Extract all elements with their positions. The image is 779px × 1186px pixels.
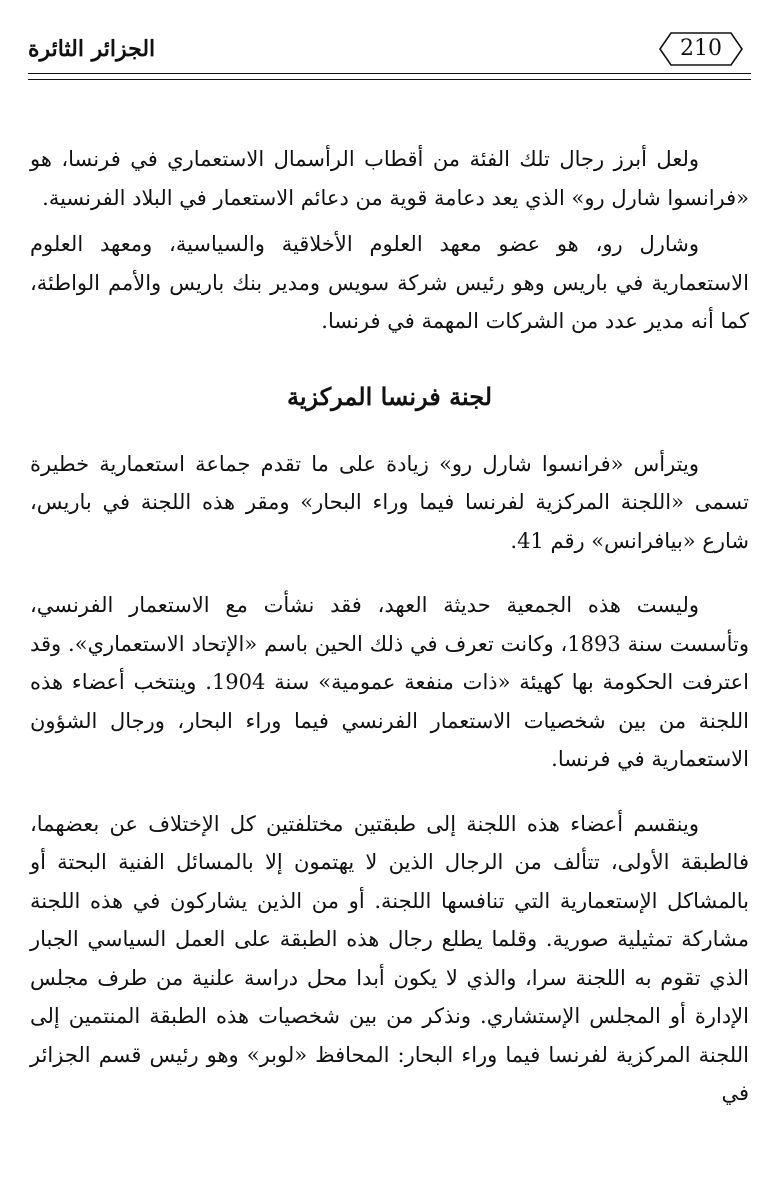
- page-number-frame: [659, 32, 743, 66]
- page-number: 210: [680, 36, 722, 61]
- header-rule-bottom: [28, 79, 751, 80]
- page-body: [30, 140, 749, 1113]
- paragraph: وشارل رو، هو عضو معهد العلوم الأخلاقية والسياسية، ومعهد العلوم الاستعمارية في باريس وهو رئيس شركة سويس ومدير بنك باريس والأمم الواطئة، كما أنه مدير عدد من الشركات المهمة في فرنسا.: [30, 232, 749, 333]
- paragraph: وليست هذه الجمعية حديثة العهد، فقد نشأت مع الاستعمار الفرنسي، وتأسست سنة 1893، وكانت تعرف في ذلك الحين باسم «الإتحاد الاستعماري». وقد اعترفت الحكومة بها كهيئة «ذات منفعة عمومية» سنة 1904. وينتخب أعضاء هذه اللجنة من بين شخصيات الاستعمار الفرنسي فيما وراء البحار، ورجال الشؤون الاستعمارية في فرنسا.: [30, 593, 749, 771]
- paragraph: وينقسم أعضاء هذه اللجنة إلى طبقتين مختلفتين كل الإختلاف عن بعضهما، فالطبقة الأولى، تتألف من الرجال الذين لا يهتمون إلا بالمسائل الفنية البحتة أو بالمشاكل الإستعمارية التي تنافسها اللجنة. أو من الذين يشاركون في هذه اللجنة مشاركة تمثيلية صورية. وقلما يطلع رجال هذه الطبقة على العمل السياسي الجبار الذي تقوم به اللجنة سرا، والذي لا يكون أبدا محل دراسة علنية من طرف مجلس الإدارة أو المجلس الإستشاري. ونذكر من بين شخصيات هذه الطبقة المنتمين إلى اللجنة المركزية لفرنسا فيما وراء البحار: المحافظ «لوبر» وهو رئيس قسم الجزائر في: [30, 811, 749, 1105]
- header-rule-top: [28, 73, 751, 74]
- paragraph: ولعل أبرز رجال تلك الفئة من أقطاب الرأسمال الاستعماري في فرنسا، هو «فرانسوا شارل رو» الذي يعد دعامة قوية من دعائم الاستعمار في البلاد الفرنسية.: [30, 147, 749, 210]
- page-header: [28, 30, 751, 70]
- running-title: الجزائر الثائرة: [28, 36, 156, 62]
- section-heading: لجنة فرنسا المركزية: [286, 381, 493, 411]
- paragraph: ويترأس «فرانسوا شارل رو» زيادة على ما تقدم جماعة استعمارية خطيرة تسمى «اللجنة المركزية لفرنسا فيما وراء البحار» ومقر هذه اللجنة في باريس، شارع «بيافرانس» رقم 41.: [30, 451, 749, 553]
